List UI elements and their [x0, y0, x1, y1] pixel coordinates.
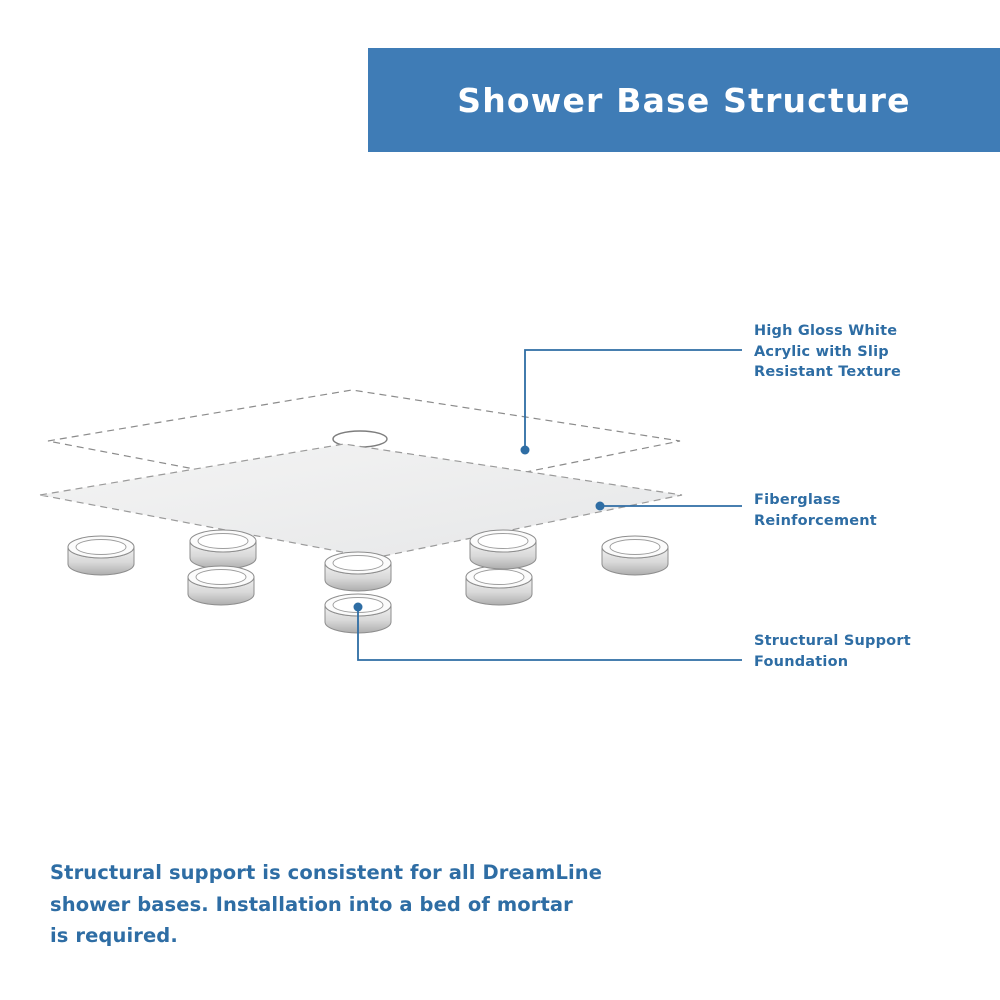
- support-ring: [466, 566, 532, 605]
- footnote-line-2: shower bases. Installation into a bed of mortar: [50, 892, 573, 916]
- support-ring: [470, 530, 536, 569]
- callout-support-line-1: Structural Support: [754, 633, 911, 649]
- footnote-line-3: is required.: [50, 924, 178, 948]
- callout-acrylic-line-3: Resistant Texture: [754, 364, 902, 381]
- support-ring: [325, 552, 391, 591]
- callout-fiberglass: [754, 490, 984, 531]
- support-ring: [188, 566, 254, 605]
- fiberglass-panel: [40, 444, 682, 558]
- leader-dot-support: [354, 603, 363, 612]
- leader-line-support: [358, 607, 742, 660]
- callout-fiberglass-line-2: Reinforcement: [754, 512, 877, 529]
- callout-acrylic: [754, 321, 984, 383]
- support-ring: [68, 536, 134, 575]
- callout-fiberglass-line-1: Fiberglass: [754, 492, 841, 508]
- support-ring: [602, 536, 668, 575]
- callout-support: [754, 631, 984, 672]
- callout-acrylic-line-1: High Gloss White: [754, 323, 898, 339]
- callout-support-line-2: Foundation: [754, 653, 849, 670]
- footnote: [50, 857, 690, 952]
- support-ring: [190, 530, 256, 569]
- callout-acrylic-line-2: Acrylic with Slip: [754, 343, 889, 360]
- footnote-line-1: Structural support is consistent for all DreamLine: [50, 861, 603, 884]
- page-title: Shower Base Structure: [457, 80, 911, 120]
- leader-dot-acrylic: [521, 446, 530, 455]
- leader-dot-fiberglass: [596, 502, 605, 511]
